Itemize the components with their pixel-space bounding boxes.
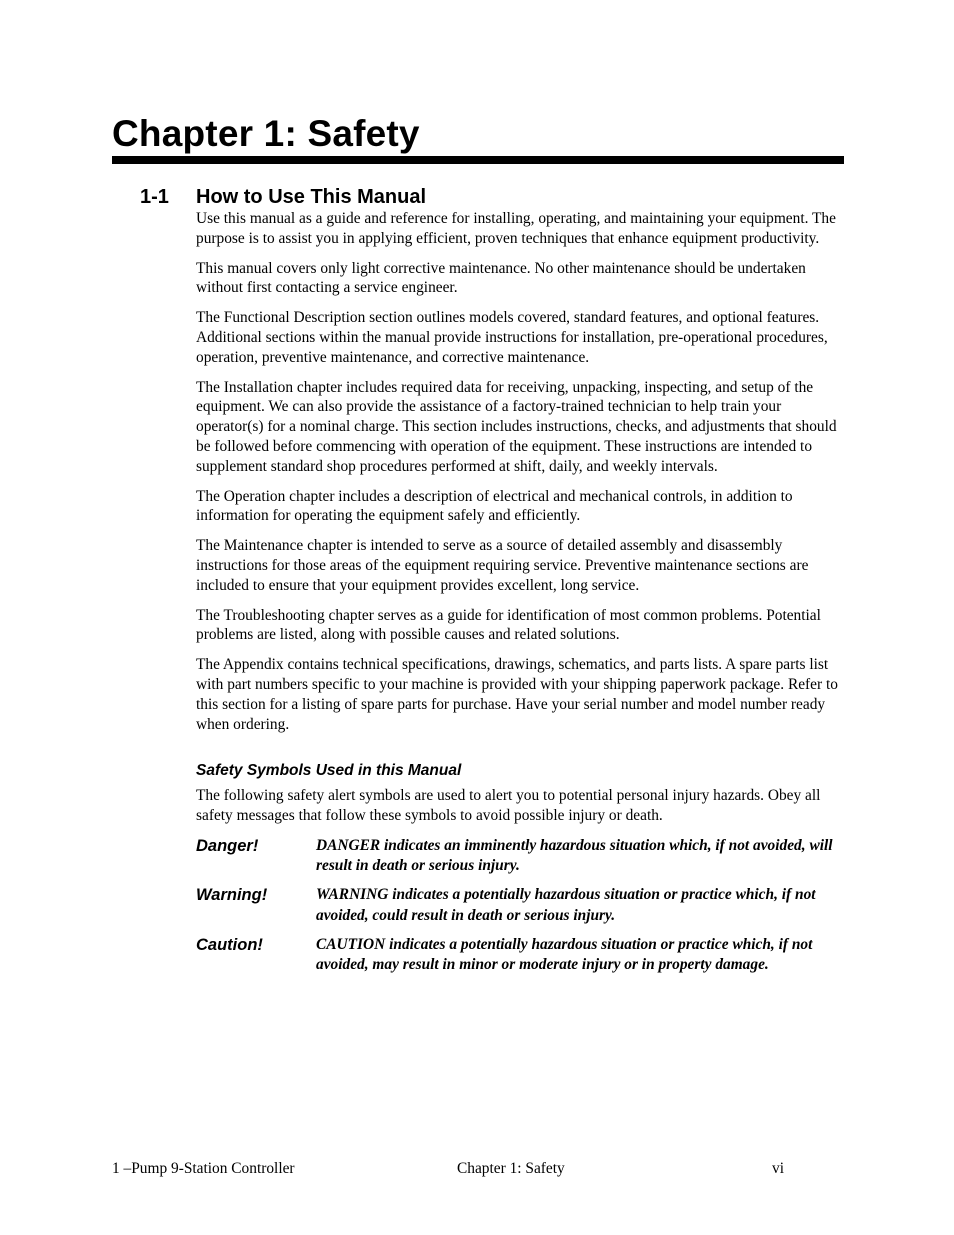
symbol-caution [196,935,846,975]
safety-symbols-heading: Safety Symbols Used in this Manual [196,762,462,780]
page-footer [112,1159,792,1179]
symbol-danger [196,836,846,876]
chapter-title: Chapter 1: Safety [112,113,420,154]
safety-intro: The following safety alert symbols are used to alert you to potential personal injury hazards. Obey all safety messages that follow these symbols to avoid possible injury or death. [196,787,821,825]
section-number: 1-1 [140,186,169,208]
symbol-label: Caution! [196,935,263,954]
symbol-label: Danger! [196,836,259,855]
footer-document-title: 1 –Pump 9-Station Controller [112,1160,295,1177]
section-body [196,209,846,984]
paragraph-operation: The Operation chapter includes a description of electrical and mechanical controls, in addition to information for operating the equipment safely and efficiently. [196,487,793,525]
symbol-label: Warning! [196,886,268,905]
paragraph-troubleshooting: The Troubleshooting chapter serves as a guide for identification of most common problems. Potential problems are listed, along with possible causes and related solutions. [196,606,821,644]
chapter-rule [112,156,844,164]
section-title: How to Use This Manual [196,186,427,208]
paragraph-installation: The Installation chapter includes required data for receiving, unpacking, inspecting, and setup of the equipment. We can also provide the assistance of a factory-trained technician to help train your operator(s) for a nominal charge. This section includes instructions, checks, and adjustments that should be followed before commencing with operation of the equipment. These instructions are intended to supplement standard shop procedures performed at shift, daily, and weekly intervals. [196,378,837,475]
symbol-warning [196,885,846,925]
paragraph-maintenance: The Maintenance chapter is intended to serve as a source of detailed assembly and disassembly instructions for those areas of the equipment requiring service. Preventive maintenance sections are included to ensure that your equipment provides excellent, long service. [196,537,809,594]
section-heading [140,185,426,209]
symbol-description: DANGER indicates an imminently hazardous situation which, if not avoided, will result in death or serious injury. [316,836,833,875]
paragraph-functional-description: The Functional Description section outlines models covered, standard features, and optional features. Additional sections within the manual provide instructions for installation, pre-operational procedures, operation, preventive maintenance, and corrective maintenance. [196,309,828,366]
paragraph-guide: Use this manual as a guide and reference for installing, operating, and maintaining your equipment. The purpose is to assist you in applying efficient, proven techniques that enhance equipment productivity. [196,210,836,247]
footer-page-number: vi [772,1160,784,1177]
paragraph-scope: This manual covers only light corrective maintenance. No other maintenance should be undertaken without first contacting a service engineer. [196,259,806,297]
footer-chapter: Chapter 1: Safety [457,1160,565,1177]
paragraph-appendix: The Appendix contains technical specifications, drawings, schematics, and parts lists. A spare parts list with part numbers specific to your machine is provided with your shipping paperwork package. Refer to this section for a listing of spare parts for purchase. Have your serial number and model number ready when ordering. [196,656,838,733]
symbol-description: CAUTION indicates a potentially hazardous situation or practice which, if not avoided, may result in minor or moderate injury or in property damage. [316,935,813,973]
symbol-description: WARNING indicates a potentially hazardous situation or practice which, if not avoided, could result in death or serious injury. [316,886,816,924]
